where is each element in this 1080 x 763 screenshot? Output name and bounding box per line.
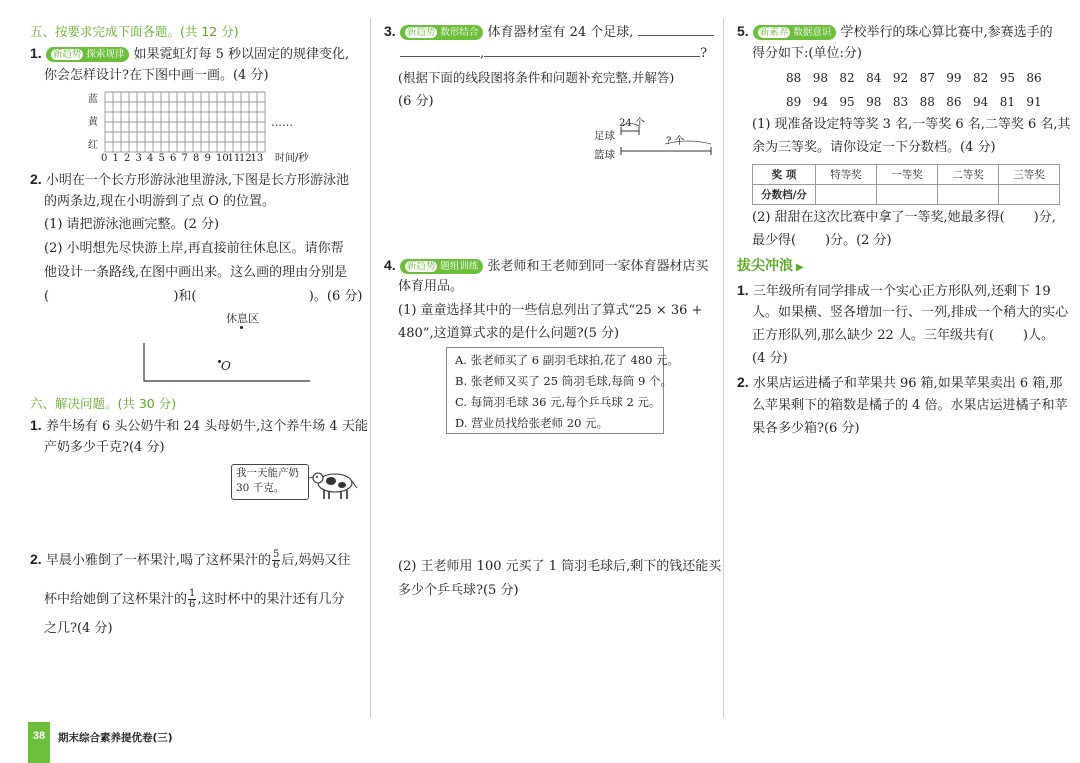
- table-header-cell: 二等奖: [938, 165, 999, 185]
- question-count-label: ? 个: [666, 136, 685, 147]
- x-tick-label: 1: [112, 153, 119, 164]
- subquestion-1: (1) 请把游泳池画完整。(2 分): [44, 217, 220, 232]
- option-d: D. 营业员找给张老师 20 元。: [455, 416, 609, 430]
- footer-title: 期末综合素养提优卷(三): [58, 732, 173, 744]
- question-text: 你会怎样设计?在下图中画一画。(4 分): [44, 68, 269, 83]
- bubble-text: 我一天能产奶: [236, 467, 299, 479]
- challenge-question-2: [737, 373, 1062, 393]
- question-text: 么苹果剩下的箱数是橘子的 4 倍。水果店运进橘子和苹: [752, 398, 1068, 413]
- question-text: 养牛场有 6 头公奶牛和 24 头母奶牛,这个养牛场 4 天能: [45, 419, 368, 434]
- table-header-cell: 三等奖: [999, 165, 1060, 185]
- question-text: 人。如果横、竖各增加一行、一列,排成一个稍大的实心: [752, 305, 1069, 320]
- subquestion-1: (1) 现准备设定特等奖 3 名,一等奖 6 名,二等奖 6 名,其: [752, 117, 1071, 132]
- question-number: 2.: [30, 551, 42, 567]
- table-row: [753, 165, 1060, 185]
- tag-badge: 新趋势 题组训练: [400, 259, 484, 274]
- scores-row-2: 89 94 95 98 83 88 86 94 81 91: [786, 95, 1042, 109]
- table-row-label: 分数档/分: [753, 185, 816, 205]
- x-tick-label: 7: [181, 153, 188, 164]
- subquestion-2-cont: 最少得( )分。(2 分): [752, 233, 892, 248]
- question-text: 如果霓虹灯每 5 秒以固定的规律变化,: [133, 47, 350, 62]
- option-c: C. 每筒羽毛球 36 元,每个乒乓球 2 元。: [455, 395, 661, 409]
- point-o-label: O: [221, 359, 231, 373]
- answer-cell[interactable]: [877, 185, 938, 205]
- x-tick-label: 2: [124, 153, 131, 164]
- tag-badge: 新素养 数据意识: [753, 25, 837, 40]
- question-number: 1.: [30, 45, 42, 61]
- table-header-cell: 特等奖: [816, 165, 877, 185]
- page-footer: [0, 722, 1080, 763]
- question-number: 4.: [384, 257, 396, 273]
- bubble-text: 30 千克。: [236, 482, 285, 494]
- basketball-label: 篮球: [594, 149, 615, 161]
- segment-lines: [615, 122, 715, 158]
- question-6-1: [30, 416, 368, 436]
- table-row: [753, 185, 1060, 205]
- subquestion-2: (2) 甜甜在这次比赛中拿了一等奖,她最多得( )分,: [752, 210, 1056, 225]
- x-tick-label: 11: [227, 153, 241, 164]
- double-arrow-icon: ▶: [796, 262, 804, 273]
- option-b: B. 张老师又买了 25 筒羽毛球,每筒 9 个。: [455, 374, 672, 388]
- question-text: 的两条边,现在小明游到了点 O 的位置。: [44, 194, 276, 209]
- table-header-cell: 奖 项: [753, 165, 816, 185]
- question-text: 体育器材室有 24 个足球,: [487, 25, 634, 40]
- question-number: 3.: [384, 23, 396, 39]
- question-number: 1.: [30, 417, 42, 433]
- question-text: 水果店运进橘子和苹果共 96 箱,如果苹果卖出 6 箱,那: [752, 376, 1063, 391]
- page-number: 38: [28, 722, 50, 763]
- question-text: 学校举行的珠心算比赛中,参赛选手的: [840, 25, 1053, 40]
- table-header-cell: 一等奖: [877, 165, 938, 185]
- row-label-red: 红: [88, 140, 98, 151]
- x-axis-unit: 时间/秒: [275, 153, 309, 164]
- answer-cell[interactable]: [816, 185, 877, 205]
- tag-badge: 新趋势 探索规律: [46, 47, 130, 62]
- question-6-2: 2. 早晨小雅倒了一杯果汁,喝了这杯果汁的 $\frac{5}{6}$ 后,妈妈又往: [30, 549, 351, 571]
- subquestion-1-cont: 余为三等奖。请你设定一下分数档。(4 分): [752, 140, 996, 155]
- challenge-question-1: [737, 281, 1051, 301]
- subquestion-2-cont: 他设计一条路线,在图中画出来。这么画的理由分别是: [44, 265, 348, 280]
- x-tick-label: 9: [204, 153, 211, 164]
- cow-icon: [309, 466, 359, 502]
- question-number: 5.: [737, 23, 749, 39]
- section-six-heading: 六、解决问题。(共 30 分): [30, 396, 177, 411]
- question-5-2: [30, 170, 349, 190]
- x-tick-label: 13: [250, 153, 264, 164]
- row-label-yellow: 黄: [88, 117, 98, 128]
- question-text: (根据下面的线段图将条件和问题补充完整,并解答): [398, 70, 675, 85]
- challenge-heading: 拔尖冲浪 ▶: [737, 258, 804, 274]
- subquestion-2-cont: 多少个乒乓球?(5 分): [398, 583, 519, 598]
- question-text: 小明在一个长方形游泳池里游泳,下图是长方形游泳池: [45, 173, 349, 188]
- football-label: 足球: [594, 130, 615, 142]
- question-score: (6 分): [398, 94, 434, 109]
- segment-top-label: 24 个: [619, 118, 645, 129]
- subquestion-1-cont: 480”,这道算式求的是什么问题?(5 分): [398, 326, 620, 341]
- subquestion-1: (1) 童童选择其中的一些信息列出了算式“25 × 36 +: [398, 303, 703, 318]
- question-number: 1.: [737, 282, 749, 298]
- fraction-five-sixths: $\frac{5}{6}$: [272, 549, 280, 571]
- scores-row-1: 88 98 82 84 92 87 99 82 95 86: [786, 71, 1042, 85]
- fraction-one-sixth: $\frac{1}{6}$: [189, 588, 196, 610]
- question-line-2: , ?: [400, 45, 707, 63]
- question-5-1: [30, 44, 349, 64]
- column-divider-1: [370, 18, 371, 718]
- question-text: 得分如下:(单位:分): [752, 46, 862, 61]
- grid-ellipsis: ……: [271, 116, 293, 129]
- question-text: 产奶多少千克?(4 分): [44, 440, 165, 455]
- x-tick-label: 0: [101, 153, 108, 164]
- x-tick-label: 8: [193, 153, 200, 164]
- answer-cell[interactable]: [938, 185, 999, 205]
- x-tick-label: 6: [170, 153, 177, 164]
- question-text: 三年级所有同学排成一个实心正方形队列,还剩下 19: [752, 284, 1051, 299]
- subquestion-2: (2) 王老师用 100 元买了 1 筒羽毛球后,剩下的钱还能买: [398, 559, 722, 574]
- question-text: 体育用品。: [398, 279, 464, 294]
- row-label-blue: 蓝: [88, 94, 98, 105]
- question-blank[interactable]: [484, 56, 700, 57]
- prize-table: [752, 164, 1060, 205]
- x-tick-label: 10: [216, 153, 229, 164]
- question-text: 杯中给她倒了这杯果汁的 $\frac{1}{6}$ ,这时杯中的果汁还有几分: [44, 588, 345, 610]
- question-score: (4 分): [752, 351, 788, 366]
- column-divider-2: [723, 18, 724, 718]
- answer-cell[interactable]: [999, 185, 1060, 205]
- question-text: 之几?(4 分): [44, 621, 113, 636]
- condition-blank-2[interactable]: [400, 56, 480, 57]
- question-number: 2.: [30, 171, 42, 187]
- question-3: [384, 22, 714, 42]
- x-tick-label: 5: [158, 153, 165, 164]
- answer-line: ( )和( )。(6 分): [44, 289, 363, 304]
- speech-bubble: [231, 464, 309, 500]
- subquestion-2: (2) 小明想先尽快游上岸,再直接前往休息区。请你帮: [44, 241, 344, 256]
- x-tick-label: 3: [135, 153, 142, 164]
- option-a: A. 张老师买了 6 副羽毛球拍,花了 480 元。: [455, 353, 680, 367]
- info-options-box: [446, 347, 680, 434]
- question-text: 果各多少箱?(6 分): [752, 421, 860, 436]
- light-grid: [104, 91, 266, 153]
- question-number: 2.: [737, 374, 749, 390]
- section-five-heading: 五、按要求完成下面各题。(共 12 分): [30, 24, 239, 39]
- rest-area-dot: [240, 326, 243, 329]
- question-text: 正方形队列,那么缺少 22 人。三年级共有( )人。: [752, 328, 1055, 343]
- x-tick-label: 4: [147, 153, 154, 164]
- question-4: [384, 256, 709, 276]
- tag-badge: 新趋势 数形结合: [400, 25, 484, 40]
- question-5: [737, 22, 1053, 42]
- question-text: 张老师和王老师到同一家体育器材店买: [487, 259, 709, 274]
- x-tick-label: 12: [239, 153, 252, 164]
- condition-blank[interactable]: [638, 35, 714, 36]
- rest-area-label: 休息区: [226, 312, 259, 325]
